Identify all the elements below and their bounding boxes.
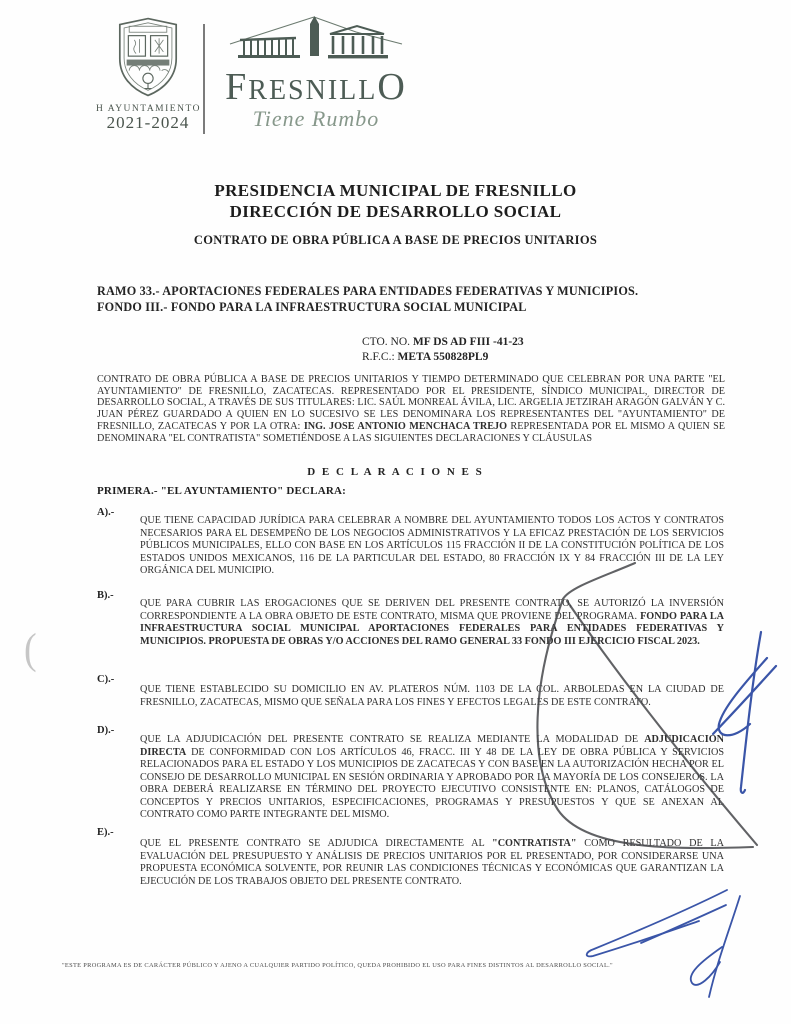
declaration-label-b: B).- xyxy=(97,590,114,601)
brand-tagline: Tiene Rumbo xyxy=(252,106,380,131)
declaration-label-a: A).- xyxy=(97,507,115,518)
monument-icon xyxy=(226,12,406,62)
document-subtitle: CONTRATO DE OBRA PÚBLICA A BASE DE PRECIOS UNITARIOS xyxy=(193,233,598,247)
brand-name-final: O xyxy=(377,66,407,108)
signature-stroke xyxy=(587,890,740,997)
rfc-line xyxy=(362,350,524,365)
declaration-label-d: D).- xyxy=(97,725,115,736)
declaration-body-b: QUE PARA CUBRIR LAS EROGACIONES QUE SE DERIVEN DEL PRESENTE CONTRATO, SE AUTORIZÓ LA INVERSIÓN CORRESPONDIENTE A LA OBRA OBJETO DE ESTE CONTRATO, MISMA QUE PROVIENE DEL PROGRAMA. FONDO PARA LA INFRAESTRUCTURA SOCIAL MUNICIPAL APORTACIONES FEDERALES PARA ENTIDADES FEDERATIVAS Y MUNICIPIOS. PROPUESTA DE OBRAS Y/O ACCIONES DEL RAMO GENERAL 33 FONDO III EJERCICIO FISCAL 2023. xyxy=(140,598,724,647)
declaration-body-a: QUE TIENE CAPACIDAD JURÍDICA PARA CELEBRAR A NOMBRE DEL AYUNTAMIENTO TODOS LOS ACTOS Y CONTRATOS NECESARIOS PARA EL DESEMPEÑO DE LOS NEGOCIOS ADMINISTRATIVOS Y LA EFICAZ PRESTACIÓN DE LOS SERVICIOS PÚBLICOS MUNICIPALES, ELLO CON BASE EN LOS ARTÍCULOS 115 FRACCIÓN II DE LA CONSTITUCIÓN POLÍTICA DE LOS ESTADOS UNIDOS MEXICANOS, 116 DE LA PARTICULAR DEL ESTADO, 80 FRACCIÓN IX Y 84 FRACCIÓN III DE LA LEY ORGÁNICA DEL MUNICIPIO. xyxy=(140,515,724,576)
declaration-body-d: QUE LA ADJUDICACIÓN DEL PRESENTE CONTRATO SE REALIZA MEDIANTE LA MODALIDAD DE ADJUDICACIÓN DIRECTA DE CONFORMIDAD CON LOS ARTÍCULOS 46, FRACC. III Y 48 DE LA LEY DE OBRA PÚBLICA Y SERVICIOS RELACIONADOS PARA EL ESTADO Y LOS MUNICIPIOS DE ZACATECAS Y CON BASE EN LA AUTORIZACIÓN HECHA POR EL CONSEJO DE DESARROLLO MUNICIPAL EN SESIÓN ORDINARIA Y APROBADO POR LA MAYORÍA DE LOS CONSEJEROS. LA OBRA DEBERÁ REALIZARSE EN TÉRMINO DEL PROYECTO EJECUTIVO CONSISTENTE EN: PLANOS, CATÁLOGOS DE CONCEPTOS Y PRECIOS UNITARIOS, ESPECIFICACIONES, PROGRAMAS Y PRESUPUESTOS Y QUE SE ANEXAN AL CONTRATO COMO PARTE INTEGRANTE DEL MISMO. xyxy=(140,734,724,820)
declaration-body-c: QUE TIENE ESTABLECIDO SU DOMICILIO EN AV. PLATEROS NÚM. 1103 DE LA COL. ARBOLEDAS EN LA CIUDAD DE FRESNILLO, ZACATECAS, MISMO QUE SEÑALA PARA LOS FINES Y EFECTOS LEGALES DE ESTE CONTRATO. xyxy=(140,684,724,708)
logo-divider xyxy=(203,24,205,134)
document-title xyxy=(0,180,791,222)
declarations-heading: D E C L A R A C I O N E S xyxy=(307,466,484,478)
title-line-2: DIRECCIÓN DE DESARROLLO SOCIAL xyxy=(229,202,562,221)
rfc-label: R.F.C.: xyxy=(362,350,398,363)
ayuntamiento-label: H AYUNTAMIENTO xyxy=(96,104,201,114)
rfc-value: META 550828PL9 xyxy=(397,350,489,363)
cto-value: MF DS AD FIII -41-23 xyxy=(412,336,524,348)
contract-number-line xyxy=(362,335,524,350)
term-label: 2021-2024 xyxy=(106,113,190,132)
declaration-body-e: QUE EL PRESENTE CONTRATO SE ADJUDICA DIRECTAMENTE AL "CONTRATISTA" COMO RESULTADO DE LA EVALUACIÓN DEL PRESUPUESTO Y ANÁLISIS DE PRECIOS UNITARIOS POR EL PRESENTADO, POR CONSIDERARSE UNA PROPUESTA ECONÓMICA SOLVENTE, POR REUNIR LAS CONDICIONES TÉCNICAS Y ECONÓMICAS QUE GARANTIZAN LA EJECUCIÓN DE LOS TRABAJOS OBJETO DEL PRESENTE CONTRATO. xyxy=(140,838,724,887)
title-line-1: PRESIDENCIA MUNICIPAL DE FRESNILLO xyxy=(214,181,577,200)
program-ramo-line: RAMO 33.- APORTACIONES FEDERALES PARA ENTIDADES FEDERATIVAS Y MUNICIPIOS. xyxy=(97,284,639,298)
footer-disclaimer: "ESTE PROGRAMA ES DE CARÁCTER PÚBLICO Y AJENO A CUALQUIER PARTIDO POLÍTICO, QUEDA PROHIBIDO EL USO PARA FINES DISTINTOS AL DESARROLLO SOCIAL." xyxy=(62,962,613,969)
municipal-shield-icon xyxy=(113,16,183,98)
program-heading xyxy=(97,284,725,315)
contract-reference xyxy=(362,335,524,364)
brand-name-initial: F xyxy=(225,66,249,108)
coat-of-arms-block xyxy=(96,16,200,133)
brand-name-middle: RESNILL xyxy=(248,75,378,106)
declaration-label-c: C).- xyxy=(97,674,115,685)
program-fondo-line: FONDO III.- FONDO PARA LA INFRAESTRUCTURA SOCIAL MUNICIPAL xyxy=(97,299,527,314)
fresnillo-logo xyxy=(214,12,418,130)
stray-pen-mark: ( xyxy=(24,624,37,674)
cto-label: CTO. NO. xyxy=(362,336,413,348)
intro-paragraph: CONTRATO DE OBRA PÚBLICA A BASE DE PRECIOS UNITARIOS Y TIEMPO DETERMINADO QUE CELEBRAN POR UNA PARTE "EL AYUNTAMIENTO" DE FRESNILLO, ZACATECAS. REPRESENTADO POR EL PRESIDENTE, SÍNDICO MUNICIPAL, DIRECTOR DE DESARROLLO SOCIAL, A TRAVÉS DE SUS TITULARES: LIC. SAÚL MONREAL ÁVILA, LIC. ARGELIA JETZIRAH ARAGÓN GALVÁN Y C. JUAN PÉREZ GUARDADO A QUIEN EN LO SUCESIVO SE LES DENOMINARA LOS REPRESENTANTES DEL "AYUNTAMIENTO" DE FRESNILLO, ZACATECAS Y POR LA OTRA: ING. JOSE ANTONIO MENCHACA TREJO REPRESENTADA POR EL MISMO A QUIEN SE DENOMINARA "EL CONTRATISTA" SOMETIÉNDOSE A LAS SIGUIENTES DECLARACIONES Y CLÁUSULAS xyxy=(97,374,726,444)
brand-name xyxy=(214,68,418,106)
primera-heading: PRIMERA.- "EL AYUNTAMIENTO" DECLARA: xyxy=(97,485,347,497)
declaration-label-e: E).- xyxy=(97,827,114,838)
